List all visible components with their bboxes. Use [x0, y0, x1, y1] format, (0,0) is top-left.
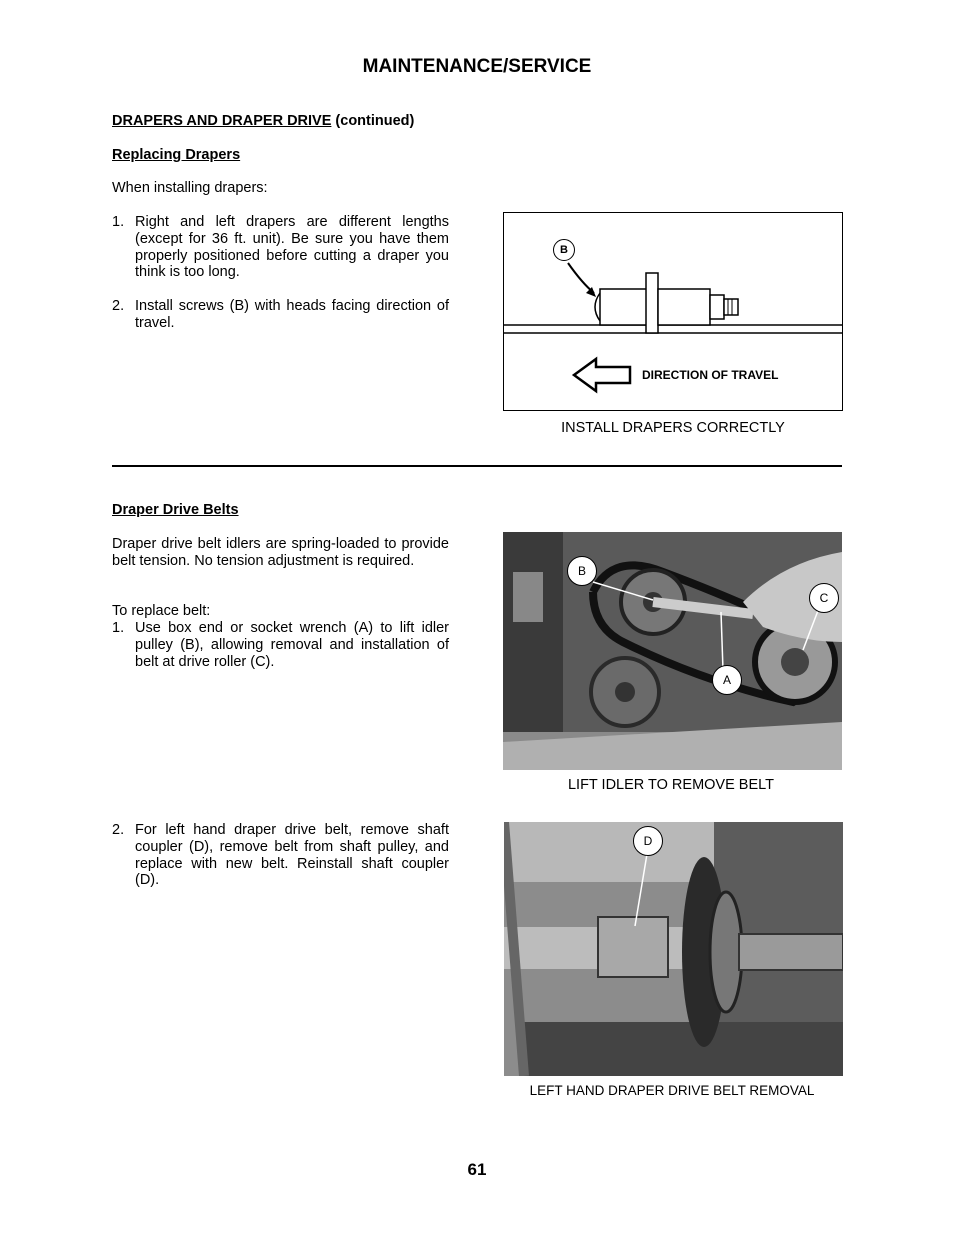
page-title: MAINTENANCE/SERVICE: [362, 56, 592, 77]
left-hand-draper-photo-illustration: [504, 822, 843, 1076]
list-item-text: For left hand draper drive belt, remove shaft coupler (D), remove belt from shaft pulley, and replace with new belt. Reinstall shaft coupler (D).: [135, 822, 449, 889]
replacing-drapers-heading: Replacing Drapers: [112, 147, 241, 163]
figure-caption: INSTALL DRAPERS CORRECTLY: [561, 420, 785, 436]
section-heading: [112, 113, 414, 129]
figure-caption: LEFT HAND DRAPER DRIVE BELT REMOVAL: [529, 1083, 815, 1098]
list-item-text: Install screws (B) with heads facing direction of travel.: [135, 298, 449, 331]
list-item-number: 2.: [112, 822, 125, 838]
list-item-text: Use box end or socket wrench (A) to lift idler pulley (B), allowing removal and installation of belt at drive roller (C).: [135, 620, 449, 670]
list-item: [112, 214, 449, 281]
install-drapers-diagram: [503, 212, 843, 411]
page-number: 61: [467, 1160, 487, 1179]
list-item-number: 2.: [112, 298, 125, 314]
lift-idler-photo: [503, 532, 842, 770]
list-item-text: Right and left drapers are different lengths (except for 36 ft. unit). Be sure you have them properly positioned before cutting a draper you think is too long.: [135, 214, 449, 281]
figure-caption: LIFT IDLER TO REMOVE BELT: [567, 777, 774, 793]
belts-intro: Draper drive belt idlers are spring-loaded to provide belt tension. No tension adjustment is required.: [112, 536, 449, 569]
lift-idler-photo-illustration: [503, 532, 842, 770]
section-divider: [112, 465, 842, 467]
list-item: [112, 298, 449, 332]
draper-drive-belts-heading: Draper Drive Belts: [112, 502, 239, 518]
list-item: [112, 822, 449, 889]
callout-b: B: [567, 556, 597, 586]
callout-a: A: [712, 665, 742, 695]
replacing-intro: When installing drapers:: [112, 180, 268, 196]
left-hand-draper-photo: [504, 822, 843, 1076]
list-item-number: 1.: [112, 620, 125, 636]
callout-b: B: [553, 239, 575, 261]
section-heading-suffix: (continued): [331, 113, 415, 129]
list-item: [112, 620, 449, 670]
callout-c: C: [809, 583, 839, 613]
callout-d: D: [633, 826, 663, 856]
list-item-number: 1.: [112, 214, 125, 230]
direction-of-travel-label: DIRECTION OF TRAVEL: [642, 368, 779, 382]
section-heading-text: DRAPERS AND DRAPER DRIVE: [112, 113, 332, 129]
replace-belt-intro: To replace belt:: [112, 603, 211, 619]
